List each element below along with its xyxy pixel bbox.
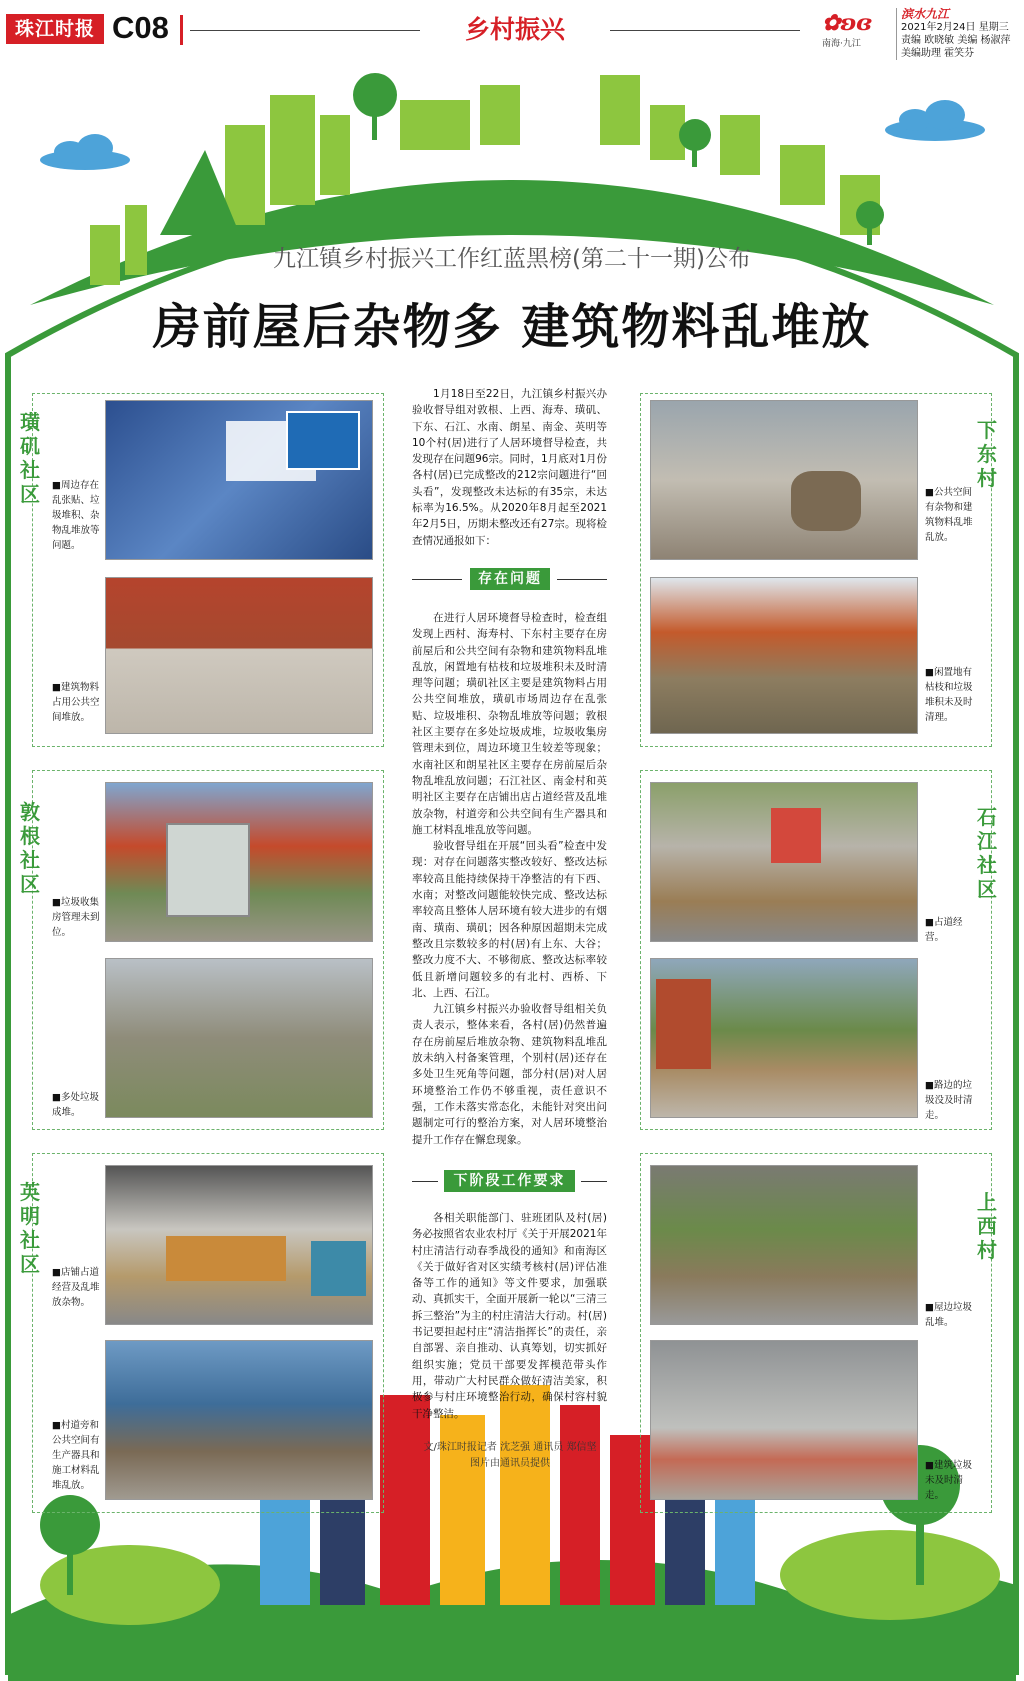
paragraph: 各相关职能部门、驻班团队及村(居)务必按照省农业农村厅《关于开展2021年村庄清洁行动春季战役的通知》和南海区《关于做好省对区实绩考核村(居)评估准备等工作的通知》等文件要求，加强联动、真抓实干，全面开展新一轮以“三清三拆三整治”为主的村庄清洁大行动。村(居)书记要担起村庄“清洁指挥长”的责任，亲自部署、亲自推动、认真筹划，切实抓好组织实施；党员干部要发挥模范带头作用，带动广大村民群众做好清洁美家，积极参与村庄环境整治行动，确保村容村貌干净整洁。: [412, 1212, 607, 1420]
photo-construction-waste: [650, 1340, 918, 1500]
photo-caption: ■建筑垃圾未及时清走。: [925, 1460, 972, 1501]
photo-roadside-garbage: [650, 958, 918, 1118]
article-body-problems: [412, 610, 607, 1148]
photo-shop-clutter: [105, 1165, 373, 1325]
article-body-requirements: [412, 1210, 607, 1422]
fish-tank: [311, 1241, 366, 1296]
garbage-house: [166, 823, 250, 917]
photo-caption: ■占道经营。: [925, 917, 963, 943]
panel-label: 石江社区: [977, 805, 997, 901]
brand-logo: [822, 10, 892, 56]
panel-label: 璜矶社区: [20, 410, 40, 506]
paragraph: 在进行人居环境督导检查时，检查组发现上西村、海寿村、下东村主要存在房前屋后和公共空间有杂物和建筑物料乱堆乱放，闲置地有枯枝和垃圾堆积未及时清理等问题；璜矶社区主要是建筑物料占用公共空间堆放，璜矶市场周边存在乱张贴、垃圾堆积、杂物乱堆放等问题；敦根社区主要存在多处垃圾成堆，垃圾收集房管理未到位，周边环境卫生较差等现象；水南社区和朗星社区主要存在房前屋后杂物乱堆乱放问题；石江社区、南金村和英明社区主要存在店铺出店占道经营及乱堆放杂物，村道旁和公共空间有生产器具和施工材料乱堆乱放等问题。: [412, 612, 607, 836]
photo-caption: ■建筑物料占用公共空间堆放。: [52, 682, 100, 723]
notice-board: [286, 411, 360, 470]
section-header-label: 存在问题: [470, 568, 550, 590]
photo-road-occupation: [650, 782, 918, 942]
rock: [791, 471, 861, 531]
photo-caption: ■屋边垃圾乱堆。: [925, 1302, 972, 1328]
photo-garbage-house: [105, 782, 373, 942]
wooden-table: [166, 1236, 286, 1281]
photo-wall-notices: [105, 400, 373, 560]
panel-label: 下东村: [977, 418, 997, 490]
shop-poster: [771, 808, 821, 863]
photo-caption: ■村道旁和公共空间有生产器具和施工材料乱堆乱放。: [52, 1420, 100, 1491]
date-box: [896, 8, 1024, 60]
photo-caption: ■路边的垃圾没及时清走。: [925, 1080, 973, 1121]
photo-caption: ■周边存在乱张贴、垃圾堆积、杂物乱堆放等问题。: [52, 480, 100, 551]
brand-name: 南海·九江: [822, 39, 861, 49]
photo-dead-branches: [650, 577, 918, 734]
byline: [405, 1440, 615, 1472]
editor-assistant-line: 美编助理 霍笑芬: [901, 48, 975, 59]
photo-caption: ■店铺占道经营及乱堆放杂物。: [52, 1267, 100, 1308]
editor-line: 责编 欧晓敏 美编 杨淑萍: [901, 35, 1011, 46]
truck: [656, 979, 711, 1069]
article-intro: 1月18日至22日，九江镇乡村振兴办验收督导组对敦根、上西、海寿、璜矶、下东、石江、水南、朗星、南金、英明等10个村(居)进行了人居环境督导检查，共发现存在问题96宗。同时，1月底对1月份各村(居)已完成整改的212宗问题进行“回头看”，发现整改未达标的有35宗，未达标率为16.5%。从2020年8月起至2021年2月5日，历期未整改还有27宗。现将检查情况通报如下：: [412, 388, 607, 547]
paragraph: 九江镇乡村振兴办验收督导组相关负责人表示，整体来看，各村(居)仍然普遍存在房前屋后堆放杂物、建筑物料乱堆乱放未纳入村备案管理，个别村(居)还存在多处卫生死角等问题，部分村(居)对人居环境整治工作仍不够重视，责任意识不强，工作未落实常态化，未能针对突出问题制定可行的整治方案，对人居环境整治提升工作存在懈怠现象。: [412, 1003, 607, 1146]
photo-caption: ■闲置地有枯枝和垃圾堆积未及时清理。: [925, 667, 973, 723]
photo-caption: ■多处垃圾成堆。: [52, 1092, 99, 1118]
photo-garbage-piles: [105, 958, 373, 1118]
headline: 房前屋后杂物多 建筑物料乱堆放: [152, 299, 872, 355]
photo-caption: ■公共空间有杂物和建筑物料乱堆乱放。: [925, 487, 973, 543]
brand-mark: ✿ʚɞ: [822, 10, 872, 36]
header-line: [412, 1181, 438, 1182]
photo-house-garbage: [650, 1165, 918, 1325]
byline-author: 文/珠江时报记者 沈芝强 通讯员 郑信坚: [423, 1442, 597, 1453]
paragraph: 验收督导组在开展“回头看”检查中发现：对存在问题落实整改较好、整改达标率较高且能持续保持干净整洁的有下西、水南；对整改问题能较快完成、整改达标率较高且整体人居环境有较大进步的有烟南、璜南、璜矶；因各种原因超期未完成整改且宗数较多的村(居)有上东、大谷；整改力度不大、不够彻底、整改达标率较低且新增问题较多的有北村、西桥、下北、上西、石江。: [412, 840, 607, 999]
header-line: [412, 579, 462, 580]
newspaper-logo: 珠江时报: [6, 14, 104, 44]
page-number: C08: [112, 10, 169, 45]
panel-label: 敦根社区: [20, 800, 40, 896]
issue-date: 2021年2月24日 星期三: [901, 22, 1009, 33]
panel-label: 英明社区: [20, 1180, 40, 1276]
header-line: [557, 579, 607, 580]
panel-label: 上西村: [977, 1190, 997, 1262]
byline-photo-credit: 图片由通讯员提供: [470, 1458, 550, 1469]
photo-construction-materials: [105, 1340, 373, 1500]
photo-public-clutter: [650, 400, 918, 560]
divider: [180, 15, 183, 45]
section-title: 乡村振兴: [420, 14, 610, 46]
header-line: [581, 1181, 607, 1182]
section-header-label: 下阶段工作要求: [444, 1170, 575, 1192]
subtitle: 九江镇乡村振兴工作红蓝黑榜(第二十一期)公布: [273, 246, 751, 272]
date-box-title: 滨水九江: [901, 7, 950, 21]
section-header-problems: [412, 568, 607, 590]
section-header-next-steps: [412, 1170, 607, 1192]
photo-building-materials: [105, 577, 373, 734]
photo-caption: ■垃圾收集房管理未到位。: [52, 897, 100, 938]
